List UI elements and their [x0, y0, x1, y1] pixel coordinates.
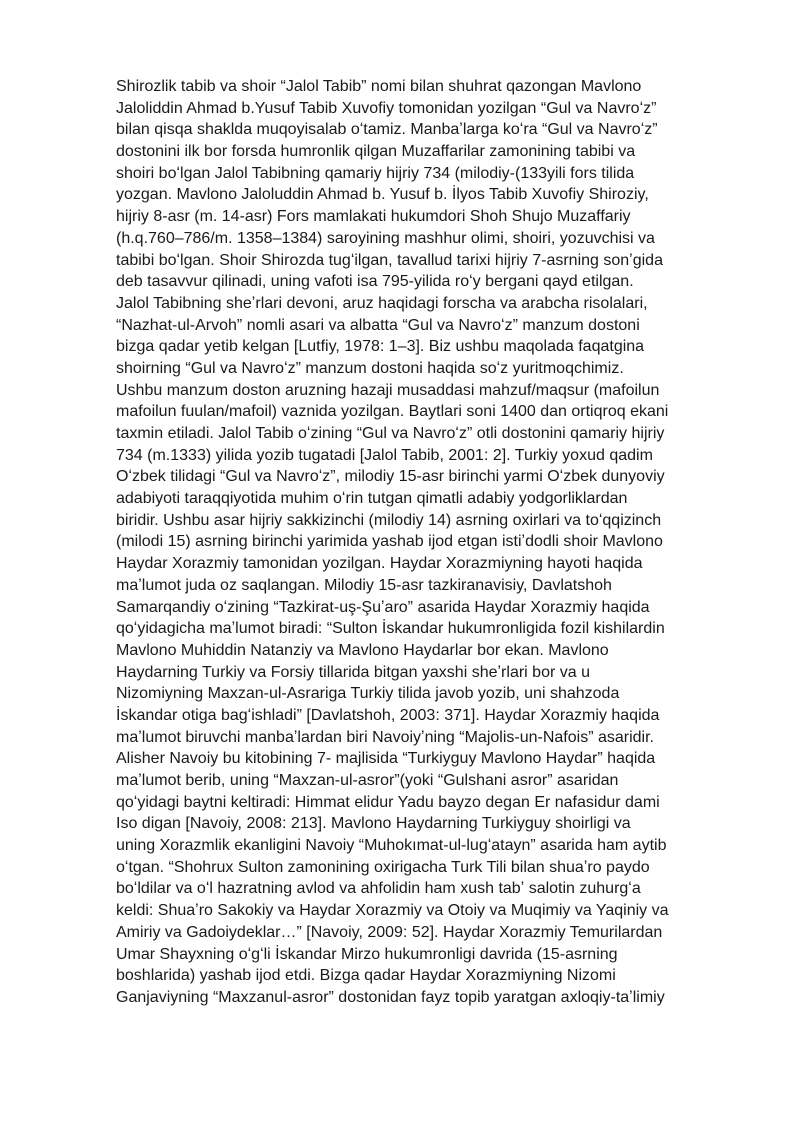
text-line: maʼlumot biruvchi manbaʼlardan biri Navoiyʼning “Majolis-un-Nafois” asaridir.	[116, 728, 654, 746]
text-line: maʼlumot berib, uning “Maxzan-ul-asror”(yoki “Gulshani asror” asaridan	[116, 772, 619, 789]
text-line: Haydarning Turkiy va Forsiy tillarida bitgan yaxshi sheʼrlari bor va u	[116, 663, 590, 681]
text-line: hijriy 8-asr (m. 14-asr) Fors mamlakati hukumdori Shoh Shujo Muzaffariy	[116, 208, 631, 226]
text-line: shoiri boʻlgan Jalol Tabibning qamariy hijriy 734 (milodiy-(133yili fors tilida	[116, 164, 635, 182]
text-line: Jaloliddin Ahmad b.Yusuf Tabib Xuvofiy tomonidan yozilgan “Gul va Navroʻz”	[116, 99, 657, 117]
text-line: oʻtgan. “Shohrux Sulton zamonining oxirigacha Turk Tili bilan shuaʼro paydo	[116, 858, 650, 876]
text-line: Mavlono Muhiddin Natanziy va Mavlono Haydarlar bor ekan. Mavlono	[116, 641, 609, 659]
text-line: taxmin etiladi. Jalol Tabib oʻzining “Gul va Navroʻz” otli dostonini qamariy hijriy	[116, 425, 665, 442]
text-line: (h.q.760–786/m. 1358–1384) saroyining mashhur olimi, shoiri, yozuvchisi va	[116, 229, 655, 247]
text-line: Iso digan [Navoiy, 2008: 213]. Mavlono Haydarning Turkiyguy shoirligi va	[116, 815, 631, 833]
text-line: Samarqandiy oʻzining “Tazkirat-uş-Şuʼaro” asarida Haydar Xorazmiy haqida	[116, 598, 650, 616]
text-line: deb tasavvur qilinadi, uning vafoti isa 795-yilida roʻy bergani qayd etilgan.	[116, 273, 634, 291]
text-line: Alisher Navoiy bu kitobining 7- majlisida “Turkiyguy Mavlono Haydar” haqida	[116, 750, 656, 768]
text-line: qoʻyidagicha maʼlumot biradi: “Sulton İskandar hukumronligida fozil kishilardin	[116, 620, 665, 638]
text-line: maʼlumot juda oz saqlangan. Milodiy 15-asr tazkiranavisiy, Davlatshoh	[116, 576, 612, 594]
text-line: boʻldilar va oʻl hazratning avlod va ahfolidin ham xush tabʼ salotin zuhurgʻa	[116, 880, 641, 898]
text-line: Ushbu manzum doston aruzning hazaji musaddasi mahzuf/maqsur (mafoilun	[116, 381, 660, 399]
text-line: Shirozlik tabib va shoir “Jalol Tabib” nomi bilan shuhrat qazongan Mavlono	[116, 78, 642, 95]
text-line: adabiyoti taraqqiyotida muhim oʻrin tutgan qimatli adabiy yodgorliklardan	[116, 490, 628, 508]
text-line: boshlarida) yashab ijod etdi. Bizga qadar Haydar Xorazmiyning Nizomi	[116, 967, 616, 985]
text-line: keldi: Shuaʼro Sakokiy va Haydar Xorazmiy va Otoiy va Muqimiy va Yaqiniy va	[116, 902, 669, 920]
text-line: Haydar Xorazmiy tamonidan yozilgan. Haydar Xorazmiyning hayoti haqida	[116, 555, 643, 573]
text-line: qoʻyidagi baytni keltiradi: Himmat elidur Yadu bayzo degan Er nafasidur dami	[116, 793, 660, 811]
text-line: Ganjaviyning “Maxzanul-asror” dostonidan fayz topib yaratgan axloqiy-taʼlimiy	[116, 988, 665, 1006]
text-line: 734 (m.1333) yilida yozib tugatadi [Jalol Tabib, 2001: 2]. Turkiy yoxud qadim	[116, 446, 653, 464]
text-line: shoirning “Gul va Navroʻz” manzum dostoni haqida soʻz yuritmoqchimiz.	[116, 359, 624, 377]
text-line: uning Xorazmlik ekanligini Navoiy “Muhokımat-ul-lugʻatayn” asarida ham aytib	[116, 837, 667, 855]
text-line: Amiriy va Gadoiydeklar…” [Navoiy, 2009: 52]. Haydar Xorazmiy Temurilardan	[116, 923, 663, 941]
text-line: Jalol Tabibning sheʼrlari devoni, aruz haqidagi forscha va arabcha risolalari,	[116, 294, 648, 312]
text-line: Umar Shayxning oʻgʻli İskandar Mirzo hukumronligi davrida (15-asrning	[116, 945, 618, 963]
text-line: Nizomiyning Maxzan-ul-Asrariga Turkiy tilida javob yozib, uni shahzoda	[116, 685, 620, 703]
text-line: Oʻzbek tilidagi “Gul va Navroʻz”, milodiy 15-asr birinchi yarmi Oʻzbek dunyoviy	[116, 468, 665, 486]
text-line: bizga qadar yetib kelgan [Lutfiy, 1978: 1–3]. Biz ushbu maqolada faqatgina	[116, 338, 645, 356]
text-line: biridir. Ushbu asar hijriy sakkizinchi (milodiy 14) asrning oxirlari va toʻqqizinch	[116, 511, 662, 529]
text-line: İskandar otiga bagʻishladi” [Davlatshoh, 2003: 371]. Haydar Xorazmiy haqida	[116, 706, 660, 724]
body-text	[116, 76, 756, 1009]
text-line: (milodi 15) asrning birinchi yarimida yashab ijod etgan istiʼdodli shoir Mavlono	[116, 533, 663, 551]
text-line: “Nazhat-ul-Arvoh” nomli asari va albatta “Gul va Navroʻz” manzum dostoni	[116, 316, 640, 334]
text-line: dostonini ilk bor forsda humronlik qilgan Muzaffarilar zamonining tabibi va	[116, 143, 636, 161]
text-line: bilan qisqa shaklda muqoyisalab oʻtamiz. Manbaʼlarga koʻra “Gul va Navroʻz”	[116, 121, 658, 139]
text-line: mafoilun fuulan/mafoil) vaznida yozilgan. Baytlari soni 1400 dan ortiqroq ekani	[116, 403, 669, 421]
text-line: tabibi boʻlgan. Shoir Shirozda tugʻilgan, tavallud tarixi hijriy 7-asrning sonʼgida	[116, 251, 663, 269]
text-line: yozgan. Mavlono Jaloluddin Ahmad b. Yusuf b. İlyos Tabib Xuvofiy Shiroziy,	[116, 186, 649, 204]
